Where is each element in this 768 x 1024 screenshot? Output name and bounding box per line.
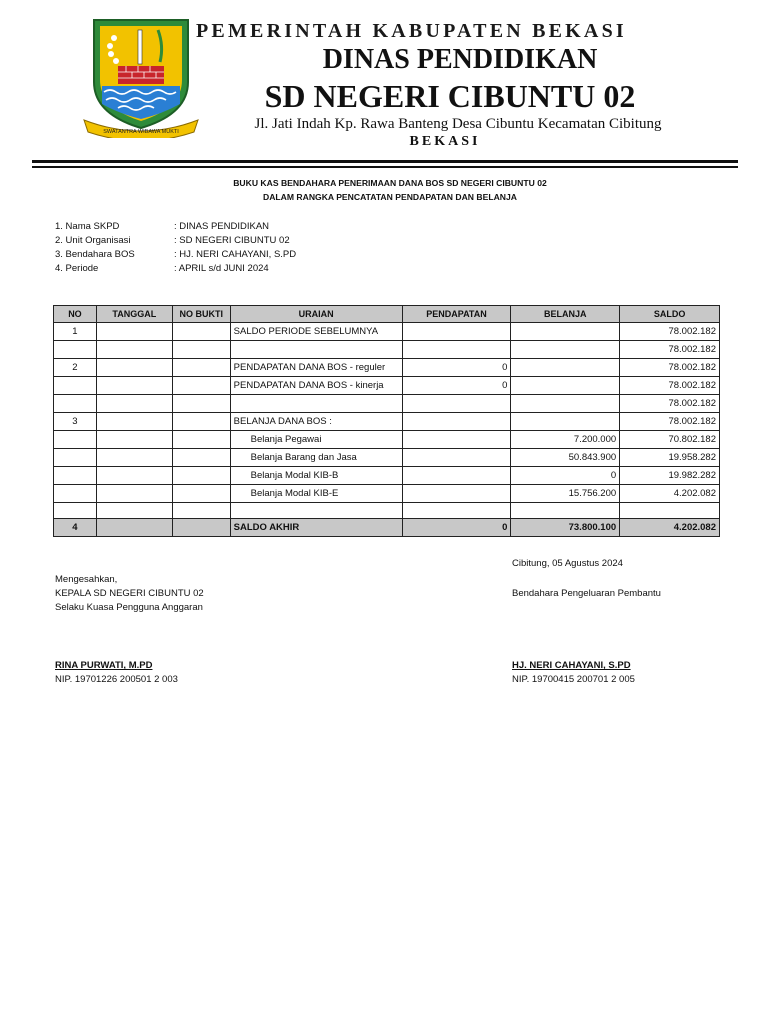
cell-tanggal xyxy=(96,467,172,485)
cell-bukti xyxy=(172,467,230,485)
cell-uraian: BELANJA DANA BOS : xyxy=(230,413,402,431)
cell-belanja xyxy=(511,413,620,431)
info-value-bendahara: : HJ. NERI CAHAYANI, S.PD xyxy=(174,249,297,260)
cell-pendapatan: 0 xyxy=(402,359,511,377)
cell-saldo: 78.002.182 xyxy=(620,323,720,341)
cell-belanja: 7.200.000 xyxy=(511,431,620,449)
cell-no xyxy=(54,449,97,467)
cell-tanggal xyxy=(96,341,172,359)
header-divider-thin xyxy=(32,166,738,168)
cell-bukti xyxy=(172,395,230,413)
cell-bukti xyxy=(172,413,230,431)
cell-no: 4 xyxy=(54,519,97,537)
government-name: PEMERINTAH KABUPATEN BEKASI xyxy=(196,20,627,42)
cell-tanggal xyxy=(96,359,172,377)
cell-pendapatan xyxy=(402,449,511,467)
department-name: DINAS PENDIDIKAN xyxy=(322,44,598,75)
cell-uraian xyxy=(230,341,402,359)
logo-motto: SWATANTRA WIBAWA MUKTI xyxy=(103,129,179,135)
cell-uraian: SALDO AKHIR xyxy=(230,519,402,537)
col-header-pendapatan: PENDAPATAN xyxy=(402,306,511,323)
cell-belanja xyxy=(511,359,620,377)
cell-tanggal xyxy=(96,323,172,341)
cell-belanja xyxy=(511,377,620,395)
document-title: BUKU KAS BENDAHARA PENERIMAAN DANA BOS SD NEGERI CIBUNTU 02 xyxy=(233,178,547,188)
treasurer-nip: NIP. 19700415 200701 2 005 xyxy=(512,674,635,685)
cash-book-table xyxy=(53,305,720,537)
cell-bukti xyxy=(172,377,230,395)
cell-pendapatan xyxy=(402,413,511,431)
cell-tanggal xyxy=(96,377,172,395)
info-value-unit: : SD NEGERI CIBUNTU 02 xyxy=(174,235,290,246)
cell-no xyxy=(54,467,97,485)
cell-no: 3 xyxy=(54,413,97,431)
table-row xyxy=(54,485,720,503)
cell-tanggal xyxy=(96,519,172,537)
place-date: Cibitung, 05 Agustus 2024 xyxy=(512,558,623,569)
headmaster-name: RINA PURWATI, M.PD xyxy=(55,660,153,671)
cell-saldo: 19.982.282 xyxy=(620,467,720,485)
cell-no xyxy=(54,341,97,359)
cell-uraian: Belanja Modal KIB-E xyxy=(230,485,402,503)
treasurer-title: Bendahara Pengeluaran Pembantu xyxy=(512,588,661,599)
table-header-row xyxy=(54,306,720,323)
cell-no xyxy=(54,485,97,503)
cell-tanggal xyxy=(96,395,172,413)
cell-uraian: Belanja Pegawai xyxy=(230,431,402,449)
cell-tanggal xyxy=(96,485,172,503)
cell-no xyxy=(54,377,97,395)
table-row-final xyxy=(54,519,720,537)
cell-saldo: 78.002.182 xyxy=(620,377,720,395)
table-row xyxy=(54,359,720,377)
cell-pendapatan: 0 xyxy=(402,377,511,395)
approval-label: Mengesahkan, xyxy=(55,574,118,585)
cell-uraian: SALDO PERIODE SEBELUMNYA xyxy=(230,323,402,341)
table-row xyxy=(54,431,720,449)
cell-pendapatan xyxy=(402,323,511,341)
table-row xyxy=(54,395,720,413)
cell-belanja xyxy=(511,341,620,359)
cell-uraian: Belanja Modal KIB-B xyxy=(230,467,402,485)
col-header-no-bukti: NO BUKTI xyxy=(172,306,230,323)
col-header-no: NO xyxy=(54,306,97,323)
cell-pendapatan: 0 xyxy=(402,519,511,537)
table-row xyxy=(54,377,720,395)
headmaster-title: KEPALA SD NEGERI CIBUNTU 02 xyxy=(55,588,204,599)
headmaster-nip: NIP. 19701226 200501 2 003 xyxy=(55,674,178,685)
cell-tanggal xyxy=(96,449,172,467)
cell-belanja: 50.843.900 xyxy=(511,449,620,467)
treasurer-name: HJ. NERI CAHAYANI, S.PD xyxy=(512,660,631,671)
cell-bukti xyxy=(172,359,230,377)
cell-belanja xyxy=(511,323,620,341)
budget-authority-title: Selaku Kuasa Pengguna Anggaran xyxy=(55,602,203,613)
cell-no: 2 xyxy=(54,359,97,377)
cell-bukti xyxy=(172,323,230,341)
cell-bukti xyxy=(172,431,230,449)
cell-saldo: 70.802.182 xyxy=(620,431,720,449)
cell-tanggal xyxy=(96,413,172,431)
table-row xyxy=(54,341,720,359)
table-row-blank xyxy=(54,503,720,519)
info-value-skpd: : DINAS PENDIDIKAN xyxy=(174,221,270,232)
col-header-uraian: URAIAN xyxy=(230,306,402,323)
table-row xyxy=(54,449,720,467)
cell-bukti xyxy=(172,341,230,359)
info-label-bendahara: 3. Bendahara BOS xyxy=(55,249,135,260)
kabupaten-bekasi-logo xyxy=(82,16,200,138)
cell-pendapatan xyxy=(402,467,511,485)
cell-saldo: 78.002.182 xyxy=(620,341,720,359)
school-address: Jl. Jati Indah Kp. Rawa Banteng Desa Cibuntu Kecamatan Cibitung xyxy=(254,116,662,132)
cell-saldo: 19.958.282 xyxy=(620,449,720,467)
cell-saldo: 4.202.082 xyxy=(620,485,720,503)
cell-bukti xyxy=(172,449,230,467)
cell-belanja: 15.756.200 xyxy=(511,485,620,503)
cell-saldo: 4.202.082 xyxy=(620,519,720,537)
info-label-periode: 4. Periode xyxy=(55,263,99,274)
table-row xyxy=(54,323,720,341)
info-label-skpd: 1. Nama SKPD xyxy=(55,221,120,232)
cell-belanja xyxy=(511,395,620,413)
cell-saldo: 78.002.182 xyxy=(620,395,720,413)
document-subtitle: DALAM RANGKA PENCATATAN PENDAPATAN DAN BELANJA xyxy=(263,192,517,202)
cell-uraian: PENDAPATAN DANA BOS - reguler xyxy=(230,359,402,377)
info-label-unit: 2. Unit Organisasi xyxy=(55,235,131,246)
cell-no xyxy=(54,431,97,449)
col-header-belanja: BELANJA xyxy=(511,306,620,323)
cell-saldo: 78.002.182 xyxy=(620,359,720,377)
cell-uraian: PENDAPATAN DANA BOS - kinerja xyxy=(230,377,402,395)
cell-pendapatan xyxy=(402,395,511,413)
cell-bukti xyxy=(172,519,230,537)
cell-pendapatan xyxy=(402,431,511,449)
cell-no: 1 xyxy=(54,323,97,341)
col-header-tanggal: TANGGAL xyxy=(96,306,172,323)
cell-belanja: 73.800.100 xyxy=(511,519,620,537)
school-city: BEKASI xyxy=(409,134,481,149)
cell-saldo: 78.002.182 xyxy=(620,413,720,431)
cell-uraian: Belanja Barang dan Jasa xyxy=(230,449,402,467)
table-row xyxy=(54,413,720,431)
info-value-periode: : APRIL s/d JUNI 2024 xyxy=(174,263,269,274)
header-divider-thick xyxy=(32,160,738,163)
cell-uraian xyxy=(230,395,402,413)
school-name: SD NEGERI CIBUNTU 02 xyxy=(264,78,636,114)
cell-bukti xyxy=(172,485,230,503)
cell-belanja: 0 xyxy=(511,467,620,485)
cell-tanggal xyxy=(96,431,172,449)
table-row xyxy=(54,467,720,485)
cell-pendapatan xyxy=(402,341,511,359)
cell-no xyxy=(54,395,97,413)
col-header-saldo: SALDO xyxy=(620,306,720,323)
cell-pendapatan xyxy=(402,485,511,503)
